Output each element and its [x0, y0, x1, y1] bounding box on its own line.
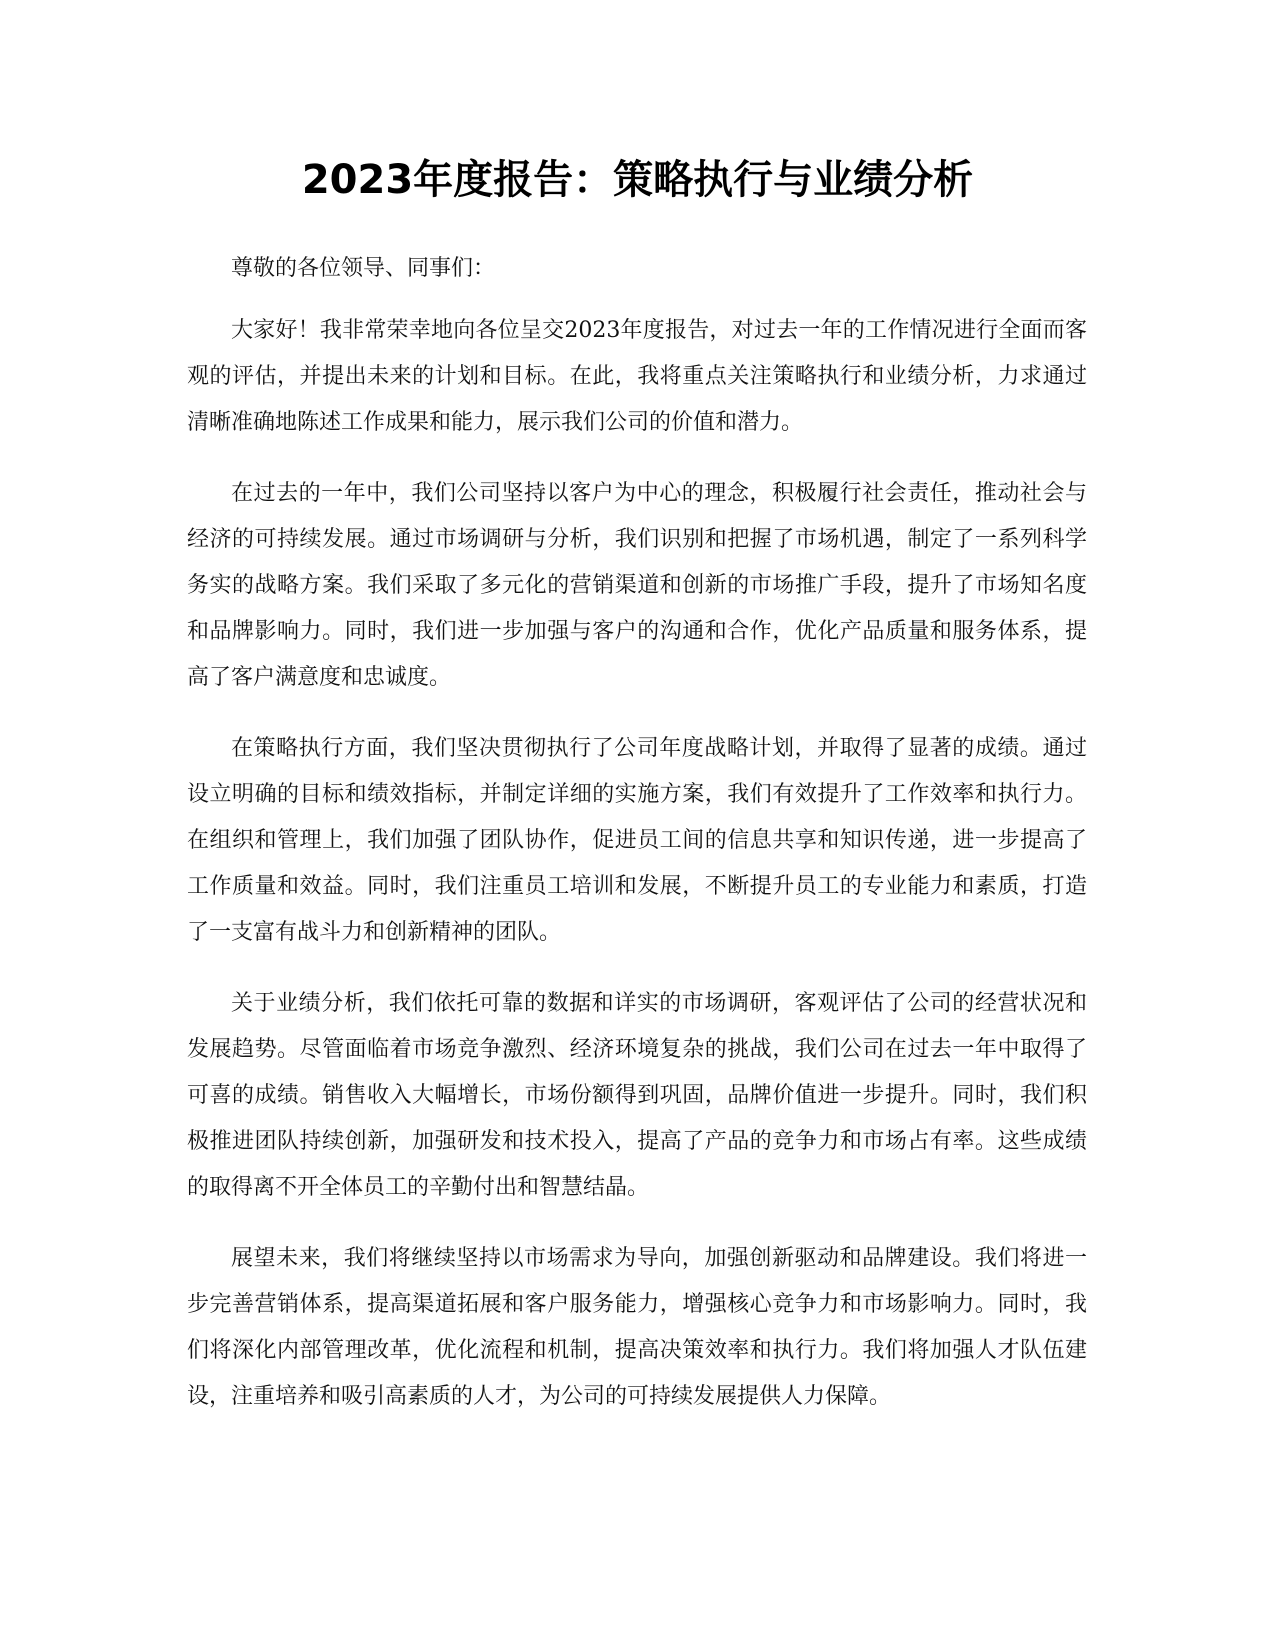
outlook-paragraph: 展望未来，我们将继续坚持以市场需求为导向，加强创新驱动和品牌建设。我们将进一步完善营销体系，提高渠道拓展和客户服务能力，增强核心竞争力和市场影响力。同时，我们将深化内部管理改革，优化流程和机制，提高决策效率和执行力。我们将加强人才队伍建设，注重培养和吸引高素质的人才，为公司的可持续发展提供人力保障。	[187, 1246, 1087, 1409]
document-body	[187, 246, 1087, 1445]
page-title: 2023年度报告：策略执行与业绩分析	[301, 157, 974, 203]
intro-paragraph: 大家好！我非常荣幸地向各位呈交2023年度报告，对过去一年的工作情况进行全面而客观的评估，并提出未来的计划和目标。在此，我将重点关注策略执行和业绩分析，力求通过清晰准确地陈述工作成果和能力，展示我们公司的价值和潜力。	[187, 318, 1087, 435]
customer-focus-paragraph: 在过去的一年中，我们公司坚持以客户为中心的理念，积极履行社会责任，推动社会与经济的可持续发展。通过市场调研与分析，我们识别和把握了市场机遇，制定了一系列科学务实的战略方案。我们采取了多元化的营销渠道和创新的市场推广手段，提升了市场知名度和品牌影响力。同时，我们进一步加强与客户的沟通和合作，优化产品质量和服务体系，提高了客户满意度和忠诚度。	[187, 481, 1087, 690]
strategy-execution-paragraph: 在策略执行方面，我们坚决贯彻执行了公司年度战略计划，并取得了显著的成绩。通过设立明确的目标和绩效指标，并制定详细的实施方案，我们有效提升了工作效率和执行力。在组织和管理上，我们加强了团队协作，促进员工间的信息共享和知识传递，进一步提高了工作质量和效益。同时，我们注重员工培训和发展，不断提升员工的专业能力和素质，打造了一支富有战斗力和创新精神的团队。	[187, 736, 1087, 945]
performance-analysis-paragraph: 关于业绩分析，我们依托可靠的数据和详实的市场调研，客观评估了公司的经营状况和发展趋势。尽管面临着市场竞争激烈、经济环境复杂的挑战，我们公司在过去一年中取得了可喜的成绩。销售收入大幅增长，市场份额得到巩固，品牌价值进一步提升。同时，我们积极推进团队持续创新，加强研发和技术投入，提高了产品的竞争力和市场占有率。这些成绩的取得离不开全体员工的辛勤付出和智慧结晶。	[187, 991, 1087, 1200]
greeting-paragraph: 尊敬的各位领导、同事们：	[231, 256, 496, 281]
